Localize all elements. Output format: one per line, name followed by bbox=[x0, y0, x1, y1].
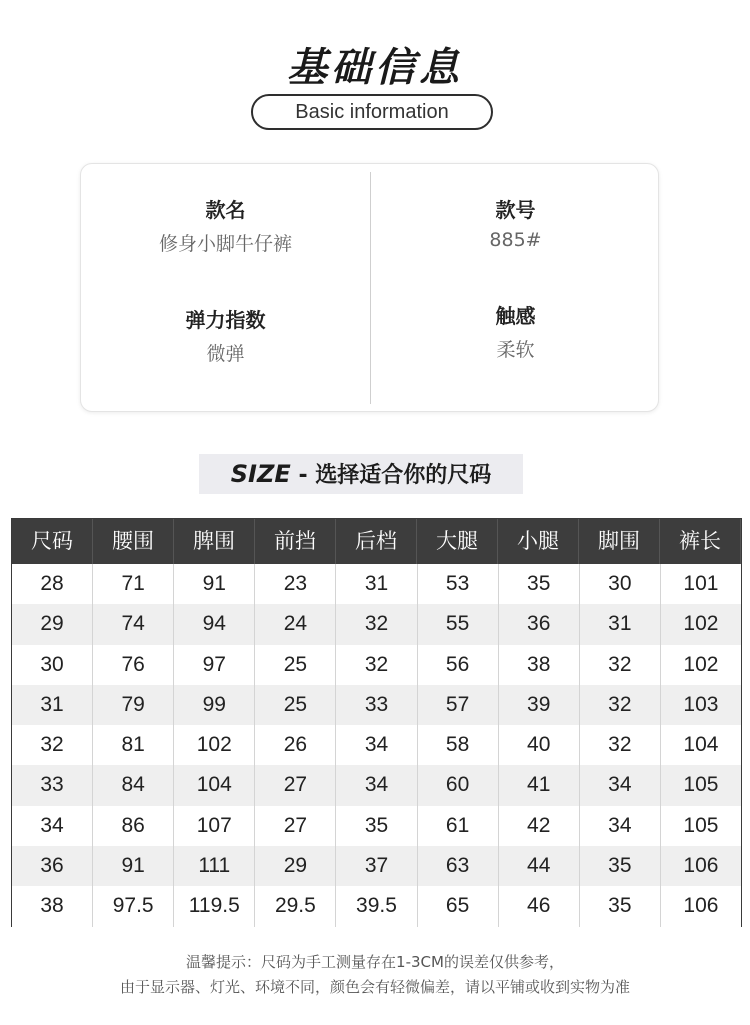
table-cell: 29 bbox=[12, 604, 93, 644]
table-cell: 42 bbox=[499, 806, 580, 846]
table-header-row bbox=[12, 519, 741, 564]
table-cell: 32 bbox=[12, 725, 93, 765]
table-cell: 35 bbox=[580, 886, 661, 926]
table-cell: 25 bbox=[255, 645, 336, 685]
table-cell: 102 bbox=[174, 725, 255, 765]
table-cell: 35 bbox=[336, 806, 417, 846]
table-cell: 94 bbox=[174, 604, 255, 644]
table-cell: 38 bbox=[499, 645, 580, 685]
table-cell: 36 bbox=[12, 846, 93, 886]
table-cell: 28 bbox=[12, 564, 93, 604]
table-cell: 29.5 bbox=[255, 886, 336, 926]
table-header-cell: 大腿 bbox=[417, 519, 498, 564]
style-no-value: 885# bbox=[489, 229, 542, 251]
table-cell: 31 bbox=[12, 685, 93, 725]
table-cell: 79 bbox=[93, 685, 174, 725]
tip-note-line2: 由于显示器、灯光、环境不同，颜色会有轻微偏差，请以平铺或收到实物为准 bbox=[119, 978, 630, 996]
page-title: 基础信息 bbox=[287, 45, 463, 91]
table-cell: 31 bbox=[580, 604, 661, 644]
table-cell: 33 bbox=[336, 685, 417, 725]
table-cell: 102 bbox=[683, 612, 719, 636]
table-cell: 41 bbox=[499, 765, 580, 805]
table-row bbox=[12, 564, 741, 604]
table-cell: 105 bbox=[683, 773, 719, 797]
table-cell: 34 bbox=[336, 765, 417, 805]
table-cell: 34 bbox=[580, 806, 661, 846]
table-header-cell: 前挡 bbox=[255, 519, 336, 564]
table-cell: 106 bbox=[683, 854, 719, 878]
table-cell: 39.5 bbox=[336, 886, 417, 926]
table-cell: 36 bbox=[499, 604, 580, 644]
table-row bbox=[12, 725, 741, 765]
table-cell: 27 bbox=[255, 765, 336, 805]
table-cell: 86 bbox=[93, 806, 174, 846]
table-cell: 29 bbox=[255, 846, 336, 886]
table-cell: 74 bbox=[93, 604, 174, 644]
touch-label: 触感 bbox=[495, 304, 536, 328]
table-cell: 39 bbox=[499, 685, 580, 725]
table-header-cell: 尺码 bbox=[12, 519, 93, 564]
table-cell: 104 bbox=[174, 765, 255, 805]
table-cell: 24 bbox=[255, 604, 336, 644]
table-cell: 55 bbox=[418, 604, 499, 644]
elasticity-label: 弹力指数 bbox=[185, 308, 266, 332]
touch-block bbox=[371, 300, 660, 362]
table-cell: 103 bbox=[683, 692, 719, 716]
table-cell: 30 bbox=[580, 564, 661, 604]
table-header-cell: 小腿 bbox=[498, 519, 579, 564]
table-cell: 32 bbox=[580, 725, 661, 765]
table-row bbox=[12, 685, 741, 725]
table-cell: 60 bbox=[418, 765, 499, 805]
table-cell: 26 bbox=[255, 725, 336, 765]
style-name-block bbox=[81, 194, 370, 256]
table-cell: 91 bbox=[93, 846, 174, 886]
table-cell: 106 bbox=[683, 894, 719, 918]
table-header-cell: 脾围 bbox=[174, 519, 255, 564]
table-cell: 27 bbox=[255, 806, 336, 846]
table-header-cell: 脚围 bbox=[579, 519, 660, 564]
table-cell: 44 bbox=[499, 846, 580, 886]
table-cell: 34 bbox=[336, 725, 417, 765]
elasticity-block bbox=[81, 304, 370, 366]
table-cell: 63 bbox=[418, 846, 499, 886]
table-cell: 104 bbox=[683, 733, 719, 757]
table-header-cell: 裤长 bbox=[660, 519, 741, 564]
size-section-heading bbox=[199, 454, 523, 494]
table-cell: 65 bbox=[418, 886, 499, 926]
style-name-value: 修身小脚牛仔裤 bbox=[158, 233, 292, 255]
table-cell: 84 bbox=[93, 765, 174, 805]
style-no-block bbox=[371, 194, 660, 251]
table-row bbox=[12, 645, 741, 685]
table-row bbox=[12, 765, 741, 805]
table-cell: 102 bbox=[683, 652, 719, 676]
elasticity-value: 微弹 bbox=[206, 343, 245, 365]
table-cell: 32 bbox=[336, 604, 417, 644]
table-cell: 58 bbox=[418, 725, 499, 765]
table-row bbox=[12, 846, 741, 886]
table-cell: 91 bbox=[174, 564, 255, 604]
table-cell: 35 bbox=[499, 564, 580, 604]
table-cell: 46 bbox=[499, 886, 580, 926]
table-cell: 25 bbox=[255, 685, 336, 725]
table-cell: 53 bbox=[418, 564, 499, 604]
table-cell: 99 bbox=[174, 685, 255, 725]
table-cell: 97.5 bbox=[93, 886, 174, 926]
table-cell: 38 bbox=[12, 886, 93, 926]
table-cell: 40 bbox=[499, 725, 580, 765]
table-row bbox=[12, 604, 741, 644]
style-name-label: 款名 bbox=[205, 198, 246, 222]
table-cell: 71 bbox=[93, 564, 174, 604]
table-cell: 34 bbox=[580, 765, 661, 805]
table-cell: 37 bbox=[336, 846, 417, 886]
style-no-label: 款号 bbox=[495, 198, 536, 222]
size-chart-table bbox=[11, 518, 742, 927]
table-cell: 32 bbox=[580, 685, 661, 725]
table-cell: 30 bbox=[12, 645, 93, 685]
table-header-cell: 腰围 bbox=[93, 519, 174, 564]
table-cell: 61 bbox=[418, 806, 499, 846]
subtitle-badge: Basic information bbox=[251, 94, 493, 130]
table-cell: 32 bbox=[336, 645, 417, 685]
table-cell: 76 bbox=[93, 645, 174, 685]
table-row bbox=[12, 886, 741, 926]
table-header-cell: 后档 bbox=[336, 519, 417, 564]
touch-value: 柔软 bbox=[496, 339, 535, 361]
table-cell: 34 bbox=[12, 806, 93, 846]
tip-note-line1: 温馨提示：尺码为手工测量存在1-3CM的误差仅供参考， bbox=[186, 953, 564, 971]
table-cell: 111 bbox=[174, 846, 255, 886]
table-cell: 81 bbox=[93, 725, 174, 765]
table-cell: 101 bbox=[683, 572, 719, 595]
table-cell: 56 bbox=[418, 645, 499, 685]
table-cell: 33 bbox=[12, 765, 93, 805]
table-cell: 57 bbox=[418, 685, 499, 725]
table-cell: 23 bbox=[255, 564, 336, 604]
basic-info-card bbox=[80, 163, 659, 412]
table-cell: 32 bbox=[580, 645, 661, 685]
table-row bbox=[12, 806, 741, 846]
table-cell: 119.5 bbox=[174, 886, 255, 926]
table-cell: 31 bbox=[336, 564, 417, 604]
size-heading-cn: - 选择适合你的尺码 bbox=[290, 463, 492, 488]
table-cell: 97 bbox=[174, 645, 255, 685]
table-cell: 35 bbox=[580, 846, 661, 886]
table-cell: 105 bbox=[683, 813, 719, 837]
size-heading-en: SIZE bbox=[230, 460, 291, 488]
table-cell: 107 bbox=[174, 806, 255, 846]
